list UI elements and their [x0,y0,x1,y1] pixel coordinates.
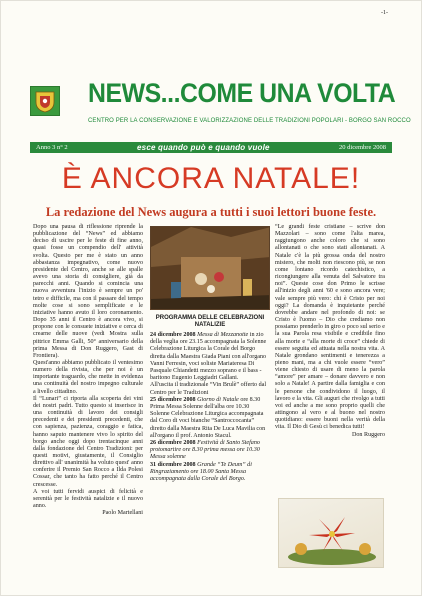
entry-title: Giorno di Natale [197,396,239,403]
paragraph: Quest'anno abbiamo pubblicato il ventesimo numero della rivista, che per noi è un importante traguardo, che mette in evidenza una continuità del nostro impegno culturale a livello cittadino. [33,359,143,395]
program-entry [150,397,270,440]
headline: È ANCORA NATALE! [61,162,361,195]
masthead-title: NEWS...COME UNA VOLTA [88,78,396,108]
program-heading: PROGRAMMA DELLE CELEBRAZIONI NATALIZIE [155,315,265,328]
entry-date: 26 dicembre 2008 [150,440,196,447]
entry-date: 31 dicembre 2008 [150,461,196,468]
deck: La redazione del News augura a tutti i suoi lettori buone feste. [45,205,377,219]
crest-icon [32,88,58,114]
priest-column [275,224,385,439]
entry-text: Grande “Te Deum” di Ringraziamento ore 18.00 Santa Messa accompagnata dalla Corale del Borgo. [150,461,252,483]
issue-date: 20 dicembre 2008 [339,144,386,151]
entry-title: Messa di Mezzanotte [197,332,249,338]
paragraph: A voi tutti fervidi auspici di felicità e serenità per le festività natalizie e il nuovo anno. [33,488,143,510]
masthead-subtitle: CENTRO PER LA CONSERVAZIONE E VALORIZZAZIONE DELLE TRADIZIONI POPOLARI - BORGO SAN ROCCO [88,118,411,124]
poinsettia-photo [278,498,384,568]
program-entry [150,440,270,462]
program-entry [150,332,270,382]
entry-date: 25 dicembre 2008 [150,396,196,403]
entry-text: in zio della veglia ore 23.15 accompagnata la Solenne Celebrazione Liturgica la Corale del Borgo diretta dalla Maestra Giada Piani con all'organo Vanni Ferresin, voci soliste Mariateresa Di Pasquale Chiandetti mezzo soprano e il bass - baritono Eugenio Leggiadri Gallani. [150,332,267,382]
entry-text: All'uscita il tradizionale “Vin Brulè” offerto dal Centro per le Tradizioni [150,382,267,396]
nativity-photo [150,226,270,310]
crest-logo [30,86,60,116]
paragraph: Il “Lunari” ci riporta alla scoperta dei vini dei nostri padri. Tutto questo si inserisce in una continuità di lavoro dei consigli precedenti e dei presidenti precedenti, che con sapienza, pazienza, coraggio e fatica, hanno saputo mantenere vivo lo spirito del borgo anche oggi dopo trentacinque anni dalla fondazione del Centro Tradizioni: per questi motivi, giustamente, il Consiglio direttivo all' unanimità ha voluto quest' anno conferire il Premio San Rocco a Ilda Polesi Cossar, che tanto ha fatto perché il Centro crescesse. [33,395,143,488]
page-number: -1- [381,10,388,16]
issue-bar [30,142,392,153]
nativity-scene-image [151,227,270,310]
motto: esce quando può e quando vuole [137,143,270,152]
paragraph: “Le grandi feste cristiane – scrive don Mazzolari – sono come l'alta marea, raggiungono anche coloro che si sono allontanati o che sono stati allontanati. A Natale c'è la più grossa onda del nostro mistero, che molti non riescono più, se non come lontano ricordo catechistico, a ricongiungere alla venuta del Salvatore tra noi”. Queste cose don Primo le scrisse all'inizio degli anni '60 e sono ancora vere; vale sempre più vero: chi è Cristo per noi oggi? La domanda è inquietante perché dovrebbe andare nel profondo di noi: se Cristo è l'uomo – Dio che crediamo non possiamo prenderlo in giro o poco sul serio e la sua Parola resa visibile e credibile fino alla morte e “alla morte di croce” chiede di essere seguita ed attuata nella nostra vita. A Natale grondano sentimenti e tenerezza a pieno mani, ma a chi vuole essere “vero” viene chiesto di usare di meno la parola “amore” per amare – donare davvero e non solo a Natale! A partire dalla famiglia e con le persone che condividono il luogo, il lavoro e la vita. Gli auguri che rivolgo a tutti voi ed anche a me sono proprio quelli che attingono al vero e al buono nel nostro quotidiano: essere buoni nella verità della vita. Il Dio di Gesù ci benedica tutti! [275,224,385,431]
program-box [150,315,270,483]
program-entry [150,382,270,396]
signature: Paolo Martellani [102,510,143,517]
entry-date: 24 dicembre 2008 [150,332,196,338]
program-entry [150,462,270,484]
entry-text: ore 8.30 Prima Messa Solenne dell'alba ore 10.30 Solenne Celebrazione Liturgica accompagnata dal Coro di voci bianche “Santroccocanta” diretto dalla Maestra Rita De Luca Mavilia con all'organo il prof. Antonio Stacul. [150,396,266,439]
poinsettia-image [279,499,384,568]
editorial-column [33,224,143,517]
issue-number: Anno 3 n° 2 [36,144,68,151]
entry-text: Festività di Santo Stefano protomartire ore 8.30 prima messa ore 10.30 Messa solenne [150,440,260,461]
paragraph: Dopo una pausa di riflessione riprende la pubblicazione del “News” ed abbiamo deciso di uscire per le feste di fine anno, quasi fosse un compendio dell' attività svolta. Questo per me è stato un anno abbastanza impegnativo, come nuovo presidente del Centro, anche se alle spalle avevo una storia di consigliere, già da parecchi anni. Quando si comincia una nuova avventura l'inizio è sempre un po' tetro e difficile, ma con il passare del tempo molte cose si sono semplificate e le iniziative hanno avuto il loro coronamento. Dopo 35 anni il Centro è ancora vivo, si propone con le consuete iniziative e cerca di crearne delle nuove (vedi Mostra sulla pittrice Emma Galli, 50° anniversario della prima Messa di Don Ruggero, Gast di Frontiera). [33,224,143,359]
signature: Don Ruggero [351,431,385,438]
